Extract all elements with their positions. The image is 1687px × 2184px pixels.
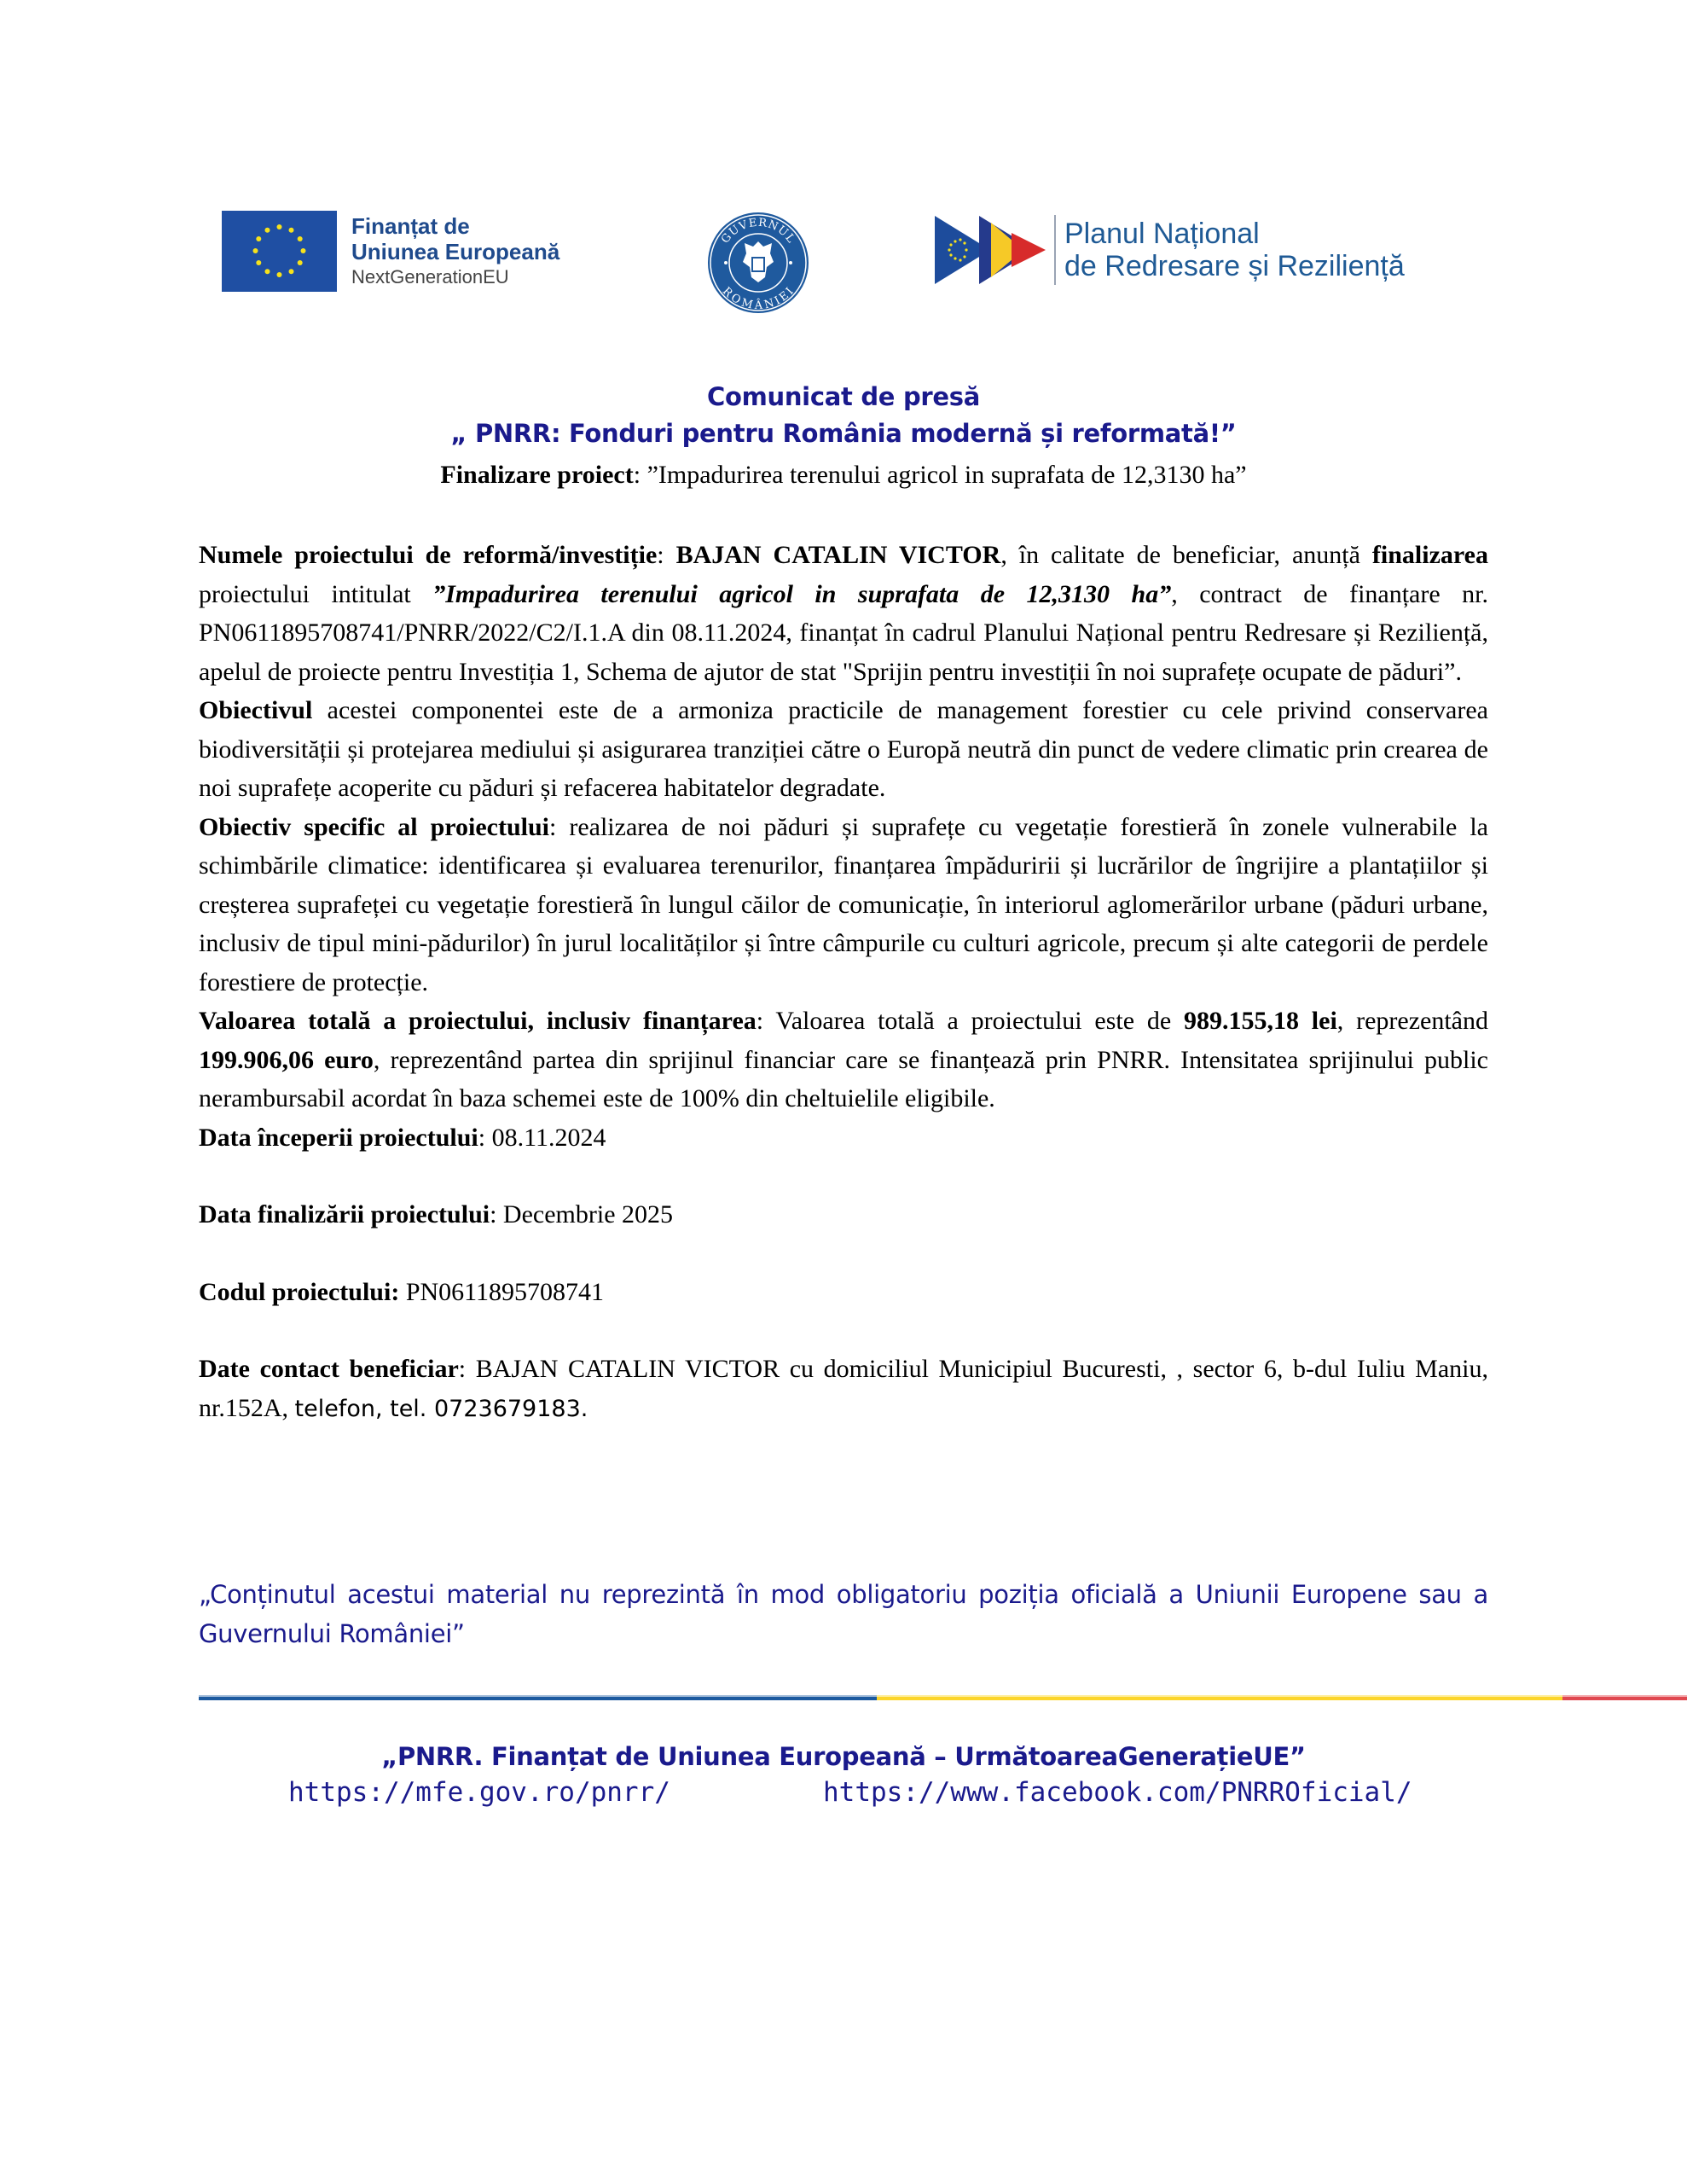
beneficiary-name: BAJAN CATALIN VICTOR	[675, 541, 1001, 569]
project-completion-line	[0, 458, 1687, 492]
pnrr-logo	[935, 215, 1405, 285]
pnrr-logo-line1: Planul Național	[1064, 218, 1260, 250]
project-code: Codul proiectului: PN0611895708741	[199, 1277, 605, 1306]
eu-funding-logo	[222, 211, 559, 292]
completion-label: Finalizare proiect	[440, 461, 634, 489]
press-release-slogan: „ PNRR: Fonduri pentru România modernă și reformată!”	[450, 419, 1237, 448]
romanian-government-seal-icon	[706, 211, 810, 315]
specific-objective-paragraph: Obiectiv specific al proiectului: realizarea de noi păduri și suprafețe cu vegetație forestieră în zonele vulnerabile la schimbările climatice: identificarea și evaluarea terenurilor, finanțarea împăduririi și lucrărilor de îngrijire a plantațiilor și creșterea suprafeței cu vegetație forestieră în lungul căilor de comunicație, în interiorul aglomerărilor urbane (păduri urbane, inclusiv de tipul mini-pădurilor) în jurul localităților și între câmpurile cu culturi agricole, precum și alte categorii de perdele forestiere de protecție.	[199, 812, 1488, 996]
eu-logo-line2: Uniunea Europeană	[351, 238, 560, 264]
eu-disclaimer: „Conținutul acestui material nu reprezintă în mod obligatoriu poziția oficială a Uniunii Europene sau a Guvernului României”	[199, 1580, 1488, 1648]
facebook-pnrr-link[interactable]: https://www.facebook.com/PNRROficial/	[823, 1777, 1412, 1808]
start-date: Data începerii proiectului: 08.11.2024	[199, 1123, 606, 1152]
value-lei: 989.155,18 lei	[1183, 1007, 1337, 1035]
eu-logo-line3: NextGenerationEU	[351, 265, 509, 288]
objective-paragraph: Obiectivul acestei componentei este de a armoniza practicile de management forestier cu cele privind conservarea biodiversității și protejarea mediului și asigurarea tranziției către o Europă neutră din punct de vedere climatic prin crearea de noi suprafețe acoperite cu păduri și refacerea habitatelor degradate.	[199, 696, 1488, 802]
completion-value: : ”Impadurirea terenului agricol in suprafata de 12,3130 ha”	[633, 461, 1247, 489]
svg-text:GUVERNUL: GUVERNUL	[719, 216, 798, 247]
press-release-body	[199, 536, 1488, 1428]
mfe-pnrr-link[interactable]: https://mfe.gov.ro/pnrr/	[288, 1777, 670, 1808]
end-date: Data finalizării proiectului: Decembrie 2025	[199, 1200, 674, 1228]
beneficiary-contact: Date contact beneficiar: BAJAN CATALIN VICTOR cu domiciliul Municipiul Bucuresti, , sector 6, b-dul Iuliu Maniu, nr.152A, telefon, tel. 0723679183.	[199, 1355, 1488, 1422]
eu-flag-icon	[222, 211, 337, 292]
value-euro: 199.906,06 euro	[199, 1045, 374, 1074]
eu-logo-line1: Finanțat de	[351, 212, 470, 239]
divider-blue-segment	[199, 1695, 877, 1700]
press-release-title: Comunicat de presă	[706, 382, 981, 411]
pnrr-logo-line2: de Redresare și Reziliență	[1064, 250, 1405, 282]
tricolor-divider	[199, 1695, 1687, 1700]
divider-yellow-segment	[877, 1695, 1562, 1700]
total-value-paragraph: Valoarea totală a proiectului, inclusiv finanțarea: Valoarea totală a proiectului este de 989.155,18 lei, reprezentând 199.906,06 euro, reprezentând partea din sprijinul financiar care se finanțează prin PNRR. Intensitatea sprijinului public nerambursabil acordat în baza schemei este de 100% din cheltuielile eligibile.	[199, 1007, 1488, 1112]
pnrr-arrows-icon	[935, 216, 1046, 284]
svg-text:ROMÂNIEI: ROMÂNIEI	[719, 285, 797, 312]
project-name-paragraph: Numele proiectului de reformă/investiție: BAJAN CATALIN VICTOR, în calitate de beneficiar, anunță finalizarea proiectului intitulat ”Impadurirea terenului agricol in suprafata de 12,3130 ha”, contract de finanțare nr. PN0611895708741/PNRR/2022/C2/I.1.A din 08.11.2024, finanțat în cadrul Planului Național pentru Redresare și Reziliență, apelul de proiecte pentru Investiția 1, Schema de ajutor de stat "Sprijin pentru investiții în noi suprafețe ocupate de păduri”.	[199, 541, 1488, 686]
footer-slogan: „PNRR. Finanțat de Uniunea Europeană – UrmătoareaGenerațieUE”	[381, 1742, 1306, 1771]
divider-red-segment	[1562, 1695, 1687, 1700]
contact-phone: telefon, tel. 0723679183.	[294, 1395, 588, 1422]
pnrr-logo-separator	[1054, 215, 1056, 285]
project-title: ”Impadurirea terenului agricol in suprafata de 12,3130 ha”	[432, 579, 1172, 608]
